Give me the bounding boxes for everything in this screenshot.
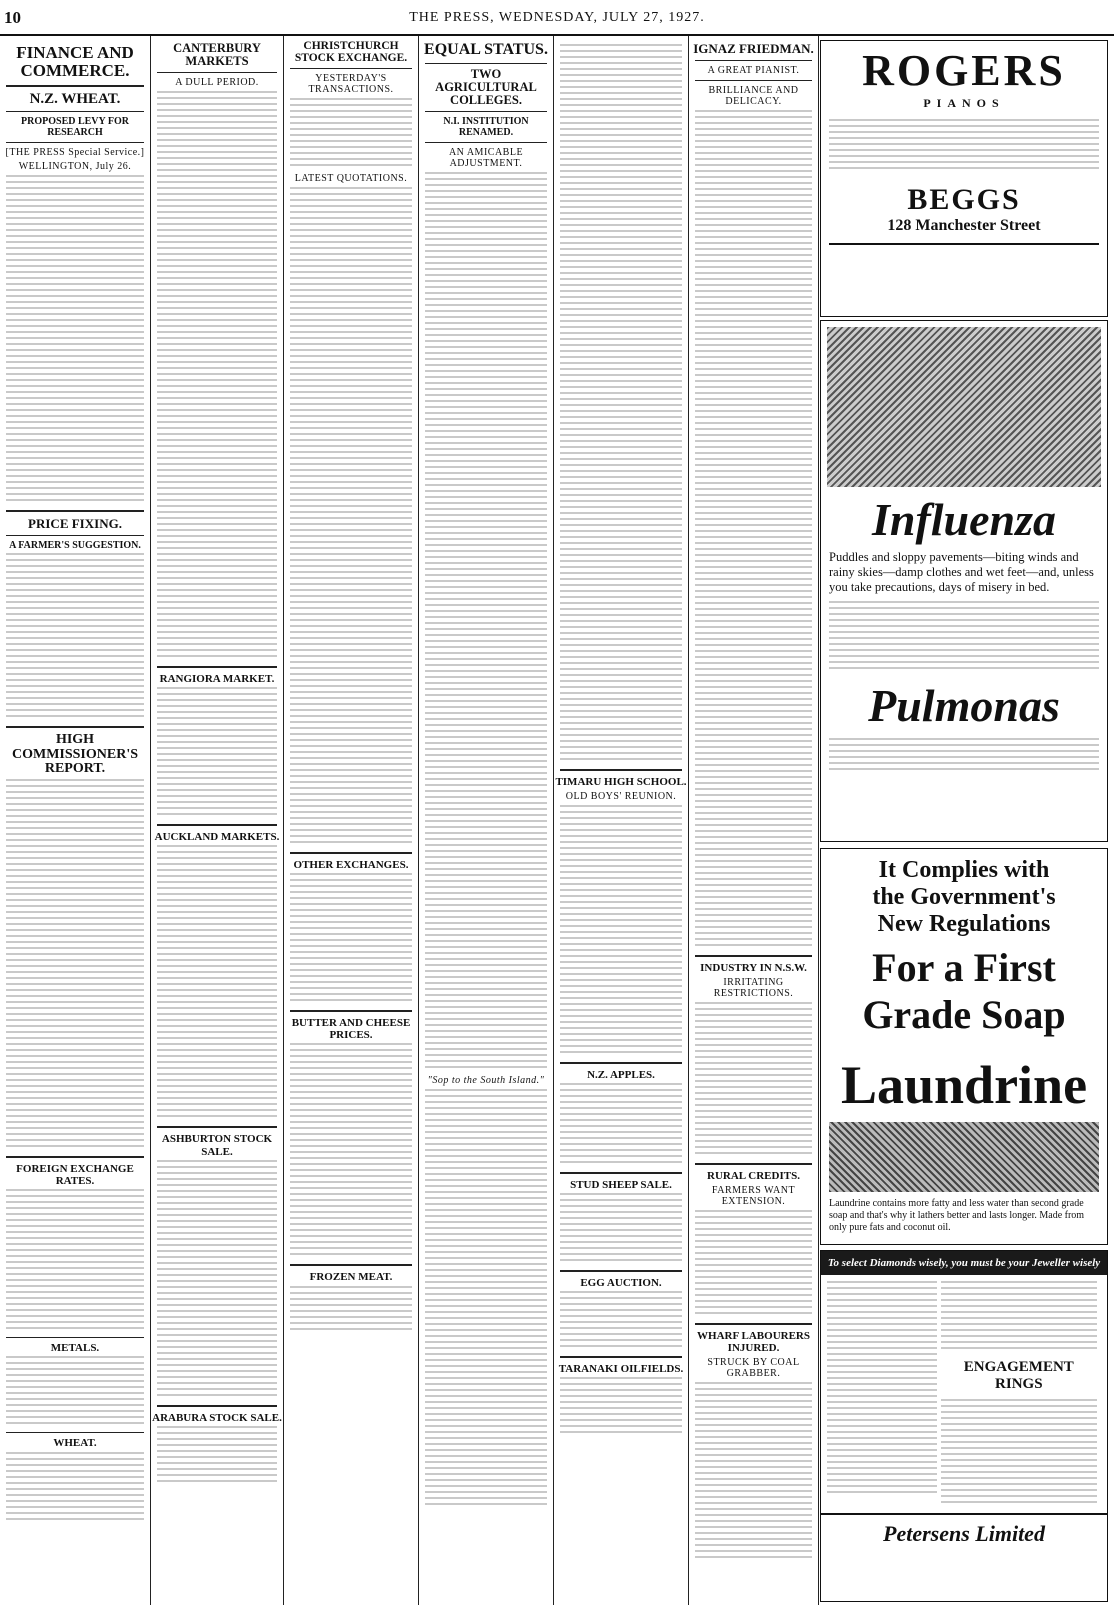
article-body	[560, 1083, 682, 1167]
headline: CHRISTCHURCH STOCK EXCHANGE.	[294, 40, 408, 65]
headline: PRICE FIXING.	[28, 516, 122, 532]
article-body	[157, 687, 277, 819]
ad-brand: BEGGS	[907, 183, 1021, 216]
article-body	[290, 1286, 412, 1334]
ad-laundrine-soap	[820, 848, 1108, 1245]
article-body	[290, 1043, 412, 1259]
ad-line: New Regulations	[877, 911, 1051, 937]
column-news	[554, 38, 688, 1605]
subheadline: AN AMICABLE ADJUSTMENT.	[448, 147, 524, 170]
column-stock-exchange	[284, 38, 418, 1605]
headline: RANGIORA MARKET.	[159, 673, 275, 686]
section-quote: "Sop to the South Island."	[427, 1075, 545, 1087]
article-body	[695, 110, 812, 950]
headline: AUCKLAND MARKETS.	[154, 831, 280, 844]
ad-pulmonas	[820, 320, 1108, 842]
article-body	[157, 845, 277, 1121]
headline: FROZEN MEAT.	[309, 1271, 393, 1284]
column-equal-status	[419, 38, 553, 1605]
page-number: 10	[4, 8, 21, 27]
section-title: FINANCE AND COMMERCE.	[16, 43, 134, 80]
ad-petersens-diamonds	[820, 1250, 1108, 1602]
column-friedman	[689, 38, 818, 1605]
article-body	[695, 1210, 812, 1318]
article-body	[560, 44, 682, 764]
headline: ASHBURTON STOCK SALE.	[161, 1133, 273, 1158]
article-body	[560, 1193, 682, 1265]
article-body	[425, 172, 547, 1072]
article-body	[6, 1356, 144, 1428]
byline: [THE PRESS Special Service.]	[5, 147, 145, 159]
ad-subheadline: ENGAGEMENT RINGS	[963, 1359, 1074, 1392]
article-body	[290, 98, 412, 170]
headline: OTHER EXCHANGES.	[293, 859, 409, 872]
headline: RURAL CREDITS.	[707, 1169, 800, 1182]
ad-line: It Complies with	[878, 857, 1050, 883]
ad-line: Grade Soap	[862, 992, 1066, 1037]
ad-headline: To select Diamonds wisely, you must be your Jeweller wisely	[821, 1251, 1107, 1275]
subheadline: LATEST QUOTATIONS.	[294, 173, 408, 185]
subheadline: A FARMER'S SUGGESTION.	[9, 540, 141, 552]
headline: CANTERBURY MARKETS	[173, 41, 261, 69]
subheadline: BRILLIANCE AND DELICACY.	[708, 84, 799, 107]
headline: WHARF LABOURERS INJURED.	[697, 1329, 810, 1354]
article-body	[6, 779, 144, 1151]
subheadline: YESTERDAY'S TRANSACTIONS.	[308, 73, 394, 96]
ad-brand: Petersens Limited	[821, 1513, 1107, 1547]
headline: ARABURA STOCK SALE.	[152, 1411, 282, 1424]
ad-line: For a First	[872, 945, 1056, 990]
article-body	[157, 1426, 277, 1486]
ad-address: 128 Manchester Street	[887, 217, 1041, 234]
headline: IGNAZ FRIEDMAN.	[693, 41, 814, 56]
ad-line: the Government's	[872, 884, 1056, 910]
headline: EGG AUCTION.	[580, 1277, 662, 1290]
ad-brand: Pulmonas	[868, 680, 1060, 731]
subheadline: A GREAT PIANIST.	[707, 64, 800, 76]
subheadline: FARMERS WANT EXTENSION.	[711, 1184, 796, 1207]
column-finance	[0, 38, 150, 1605]
ad-body	[829, 601, 1099, 673]
subheadline: IRRITATING RESTRICTIONS.	[713, 976, 794, 999]
article-body	[560, 1291, 682, 1351]
subheadline: N.I. INSTITUTION RENAMED.	[443, 116, 529, 139]
article-body	[6, 175, 144, 505]
column-rule	[818, 36, 819, 1605]
headline: EQUAL STATUS.	[424, 41, 548, 58]
ad-brand: Laundrine	[840, 1055, 1088, 1115]
headline: BUTTER AND CHEESE PRICES.	[291, 1017, 411, 1042]
headline: TARANAKI OILFIELDS.	[558, 1363, 684, 1376]
article-body	[425, 1089, 547, 1509]
headline: INDUSTRY IN N.S.W.	[700, 961, 807, 974]
headline: N.Z. APPLES.	[587, 1069, 655, 1082]
masthead	[0, 0, 1114, 36]
masthead-title: THE PRESS, WEDNESDAY, JULY 27, 1927.	[409, 10, 705, 25]
ad-text: Laundrine contains more fatty and less water than second grade soap and that's why it lathers better and lasts longer. Made from only pure fats and coconut oil.	[829, 1198, 1085, 1233]
headline: METALS.	[50, 1342, 100, 1355]
ad-rogers-pianos	[820, 40, 1108, 317]
ad-price-list	[827, 1281, 937, 1497]
headline: STUD SHEEP SALE.	[570, 1179, 672, 1192]
ad-body	[941, 1399, 1097, 1507]
subheadline: OLD BOYS' REUNION.	[565, 791, 677, 803]
article-body	[560, 1377, 682, 1437]
article-body	[157, 91, 277, 661]
article-body	[560, 805, 682, 1057]
article-body	[695, 1382, 812, 1562]
headline: WHEAT.	[53, 1437, 97, 1450]
subheadline: STRUCK BY COAL GRABBER.	[707, 1357, 800, 1380]
article-body	[6, 1452, 144, 1524]
ad-illustration	[829, 1122, 1099, 1192]
subheadline: PROPOSED LEVY FOR RESEARCH	[21, 116, 129, 139]
subheadline: A DULL PERIOD.	[175, 77, 259, 89]
article-body	[6, 553, 144, 721]
headline: FOREIGN EXCHANGE RATES.	[16, 1163, 134, 1188]
ad-body	[829, 119, 1099, 173]
ad-body	[941, 1281, 1097, 1353]
ad-text: Puddles and sloppy pavements—biting winds and rainy skies—damp clothes and wet feet—and, unless you take precautions, days of misery in bed.	[829, 550, 1094, 594]
ad-subtitle: PIANOS	[923, 96, 1005, 110]
subheadline: TWO AGRICULTURAL COLLEGES.	[435, 66, 537, 108]
article-body	[695, 1002, 812, 1158]
ad-body	[829, 738, 1099, 774]
exchange-table	[6, 1189, 144, 1333]
column-markets	[151, 38, 283, 1605]
quotations-table	[290, 187, 412, 847]
ad-illustration	[827, 327, 1101, 487]
ad-headline: Influenza	[871, 494, 1057, 545]
headline: TIMARU HIGH SCHOOL.	[555, 776, 687, 788]
ad-brand: ROGERS	[862, 46, 1066, 95]
headline: N.Z. WHEAT.	[29, 90, 121, 107]
article-body	[157, 1160, 277, 1400]
dateline: WELLINGTON, July 26.	[18, 161, 132, 173]
headline: HIGH COMMISSIONER'S REPORT.	[11, 732, 139, 777]
article-body	[290, 873, 412, 1005]
